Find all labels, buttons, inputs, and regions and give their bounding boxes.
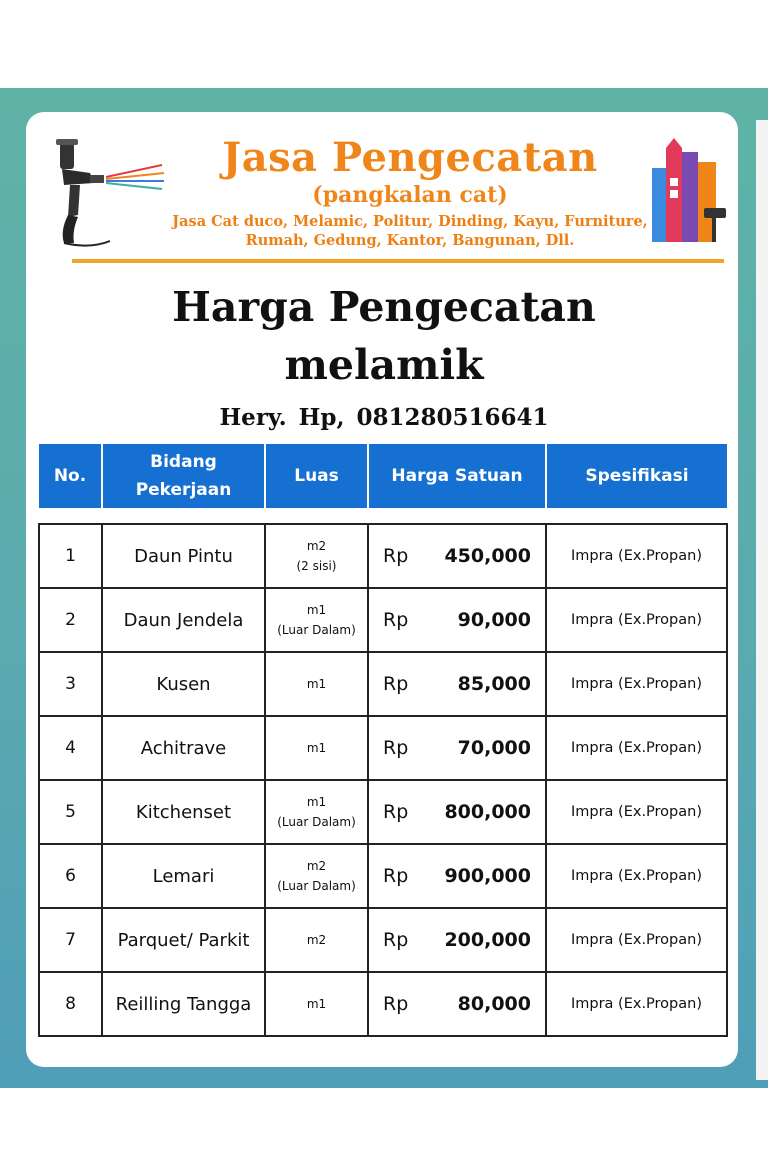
currency-label: Rp: [383, 737, 409, 759]
cell-spesifikasi: Impra (Ex.Propan): [546, 652, 727, 716]
brand-block: [160, 134, 660, 250]
table-row: [39, 972, 727, 1036]
header-bidang-line-2: Pekerjaan: [135, 480, 232, 500]
cell-harga: [368, 588, 546, 652]
cell-no: 3: [39, 652, 102, 716]
table-row: [39, 844, 727, 908]
luas-unit: m1: [306, 741, 327, 755]
header-harga: Harga Satuan: [368, 444, 546, 508]
cell-no: 4: [39, 716, 102, 780]
table-gap: [39, 508, 727, 524]
cell-spesifikasi: Impra (Ex.Propan): [546, 588, 727, 652]
price-value: 80,000: [457, 993, 531, 1015]
price-value: 800,000: [444, 801, 531, 823]
price-value: 70,000: [457, 737, 531, 759]
edge-strip: [756, 120, 768, 1080]
cell-harga: [368, 780, 546, 844]
luas-note: (2 sisi): [296, 559, 337, 573]
brand-tagline-2: Rumah, Gedung, Kantor, Bangunan, Dll.: [245, 232, 575, 249]
brand-subname: (pangkalan cat): [312, 182, 508, 208]
cell-luas: [265, 652, 368, 716]
page-title: [100, 278, 668, 394]
header-no: No.: [39, 444, 102, 508]
spray-gun-icon: [50, 135, 170, 250]
luas-note: (Luar Dalam): [277, 623, 356, 637]
price-value: 900,000: [444, 865, 531, 887]
table-row: [39, 908, 727, 972]
cell-spesifikasi: Impra (Ex.Propan): [546, 908, 727, 972]
price-table: [38, 444, 728, 1037]
header-luas: Luas: [265, 444, 368, 508]
cell-spesifikasi: Impra (Ex.Propan): [546, 780, 727, 844]
cell-no: 6: [39, 844, 102, 908]
cell-bidang: Daun Jendela: [102, 588, 265, 652]
table-row: [39, 588, 727, 652]
luas-unit: m2: [306, 933, 327, 947]
luas-note: (Luar Dalam): [277, 815, 356, 829]
cell-spesifikasi: Impra (Ex.Propan): [546, 716, 727, 780]
cell-luas: [265, 780, 368, 844]
cell-spesifikasi: Impra (Ex.Propan): [546, 972, 727, 1036]
header-bidang: [102, 444, 265, 508]
cell-spesifikasi: Impra (Ex.Propan): [546, 844, 727, 908]
house-paint-roller-icon: [648, 138, 728, 248]
cell-luas: [265, 908, 368, 972]
luas-unit: m1: [306, 795, 327, 809]
cell-no: 7: [39, 908, 102, 972]
cell-harga: [368, 844, 546, 908]
cell-harga: [368, 908, 546, 972]
luas-unit: m1: [306, 997, 327, 1011]
table-row: [39, 716, 727, 780]
cell-no: 8: [39, 972, 102, 1036]
brand-name: Jasa Pengecatan: [222, 134, 598, 181]
cell-bidang: Parquet/ Parkit: [102, 908, 265, 972]
cell-luas: [265, 524, 368, 588]
cell-no: 5: [39, 780, 102, 844]
title-line-1: Harga Pengecatan: [172, 283, 596, 331]
luas-unit: m2: [306, 859, 327, 873]
cell-luas: [265, 972, 368, 1036]
table-row: [39, 652, 727, 716]
luas-unit: m1: [306, 677, 327, 691]
cell-bidang: Kusen: [102, 652, 265, 716]
header-bidang-line-1: Bidang: [150, 452, 217, 472]
cell-harga: [368, 524, 546, 588]
table-row: [39, 780, 727, 844]
cell-luas: [265, 588, 368, 652]
cell-bidang: Reilling Tangga: [102, 972, 265, 1036]
luas-unit: m2: [306, 539, 327, 553]
cell-harga: [368, 652, 546, 716]
brand-tagline-1: Jasa Cat duco, Melamic, Politur, Dinding, Kayu, Furniture,: [172, 213, 648, 230]
header-divider: [72, 259, 724, 263]
currency-label: Rp: [383, 801, 409, 823]
cell-no: 2: [39, 588, 102, 652]
title-line-2: melamik: [284, 341, 484, 389]
currency-label: Rp: [383, 929, 409, 951]
cell-harga: [368, 972, 546, 1036]
contact-line: Hery. Hp, 081280516641: [219, 404, 549, 431]
cell-luas: [265, 716, 368, 780]
cell-luas: [265, 844, 368, 908]
table-row: [39, 524, 727, 588]
currency-label: Rp: [383, 609, 409, 631]
header-spesifikasi: Spesifikasi: [546, 444, 727, 508]
luas-unit: m1: [306, 603, 327, 617]
currency-label: Rp: [383, 865, 409, 887]
currency-label: Rp: [383, 673, 409, 695]
price-value: 200,000: [444, 929, 531, 951]
cell-bidang: Achitrave: [102, 716, 265, 780]
cell-bidang: Lemari: [102, 844, 265, 908]
cell-no: 1: [39, 524, 102, 588]
cell-spesifikasi: Impra (Ex.Propan): [546, 524, 727, 588]
price-value: 450,000: [444, 545, 531, 567]
price-value: 90,000: [457, 609, 531, 631]
currency-label: Rp: [383, 993, 409, 1015]
luas-note: (Luar Dalam): [277, 879, 356, 893]
cell-bidang: Kitchenset: [102, 780, 265, 844]
table-header-row: [39, 444, 727, 508]
cell-bidang: Daun Pintu: [102, 524, 265, 588]
currency-label: Rp: [383, 545, 409, 567]
price-value: 85,000: [457, 673, 531, 695]
cell-harga: [368, 716, 546, 780]
